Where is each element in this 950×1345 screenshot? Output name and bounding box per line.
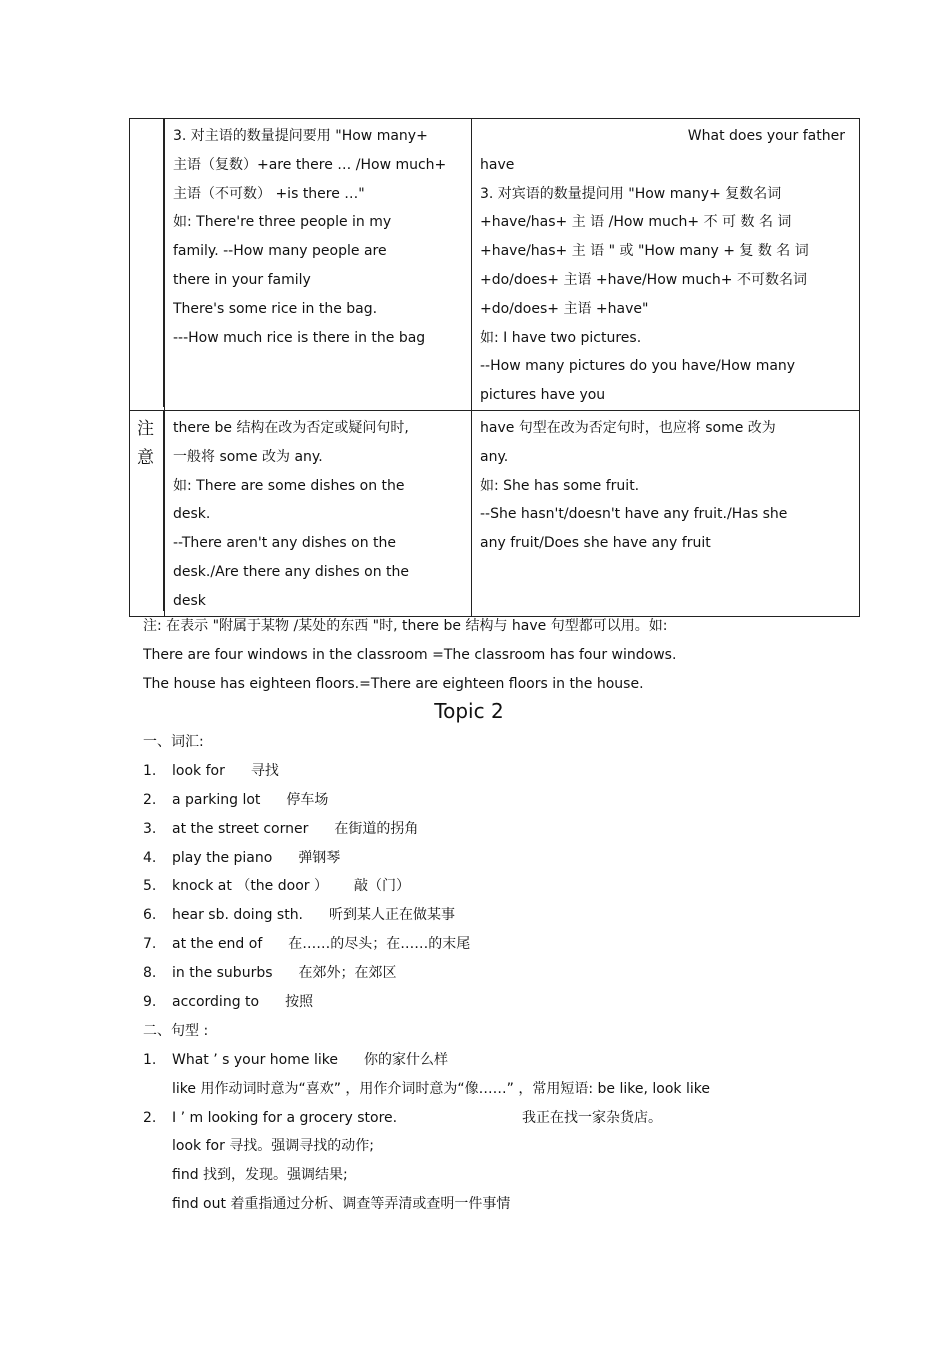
vocab-chinese: 听到某人正在做某事	[329, 907, 456, 924]
vocab-chinese: 停车场	[286, 791, 329, 808]
pattern-item	[143, 1104, 863, 1133]
there-be-note-cell	[165, 410, 472, 616]
pattern-english: What ’ s your home like	[172, 1051, 338, 1068]
vocab-english: knock at （the door ）	[172, 878, 328, 895]
have-note-cell	[472, 410, 860, 616]
item-number: 8.	[143, 965, 157, 982]
vocab-english: look for	[172, 762, 225, 779]
vocab-english: in the suburbs	[172, 965, 273, 982]
pattern-note: look for 寻找。强调寻找的动作;	[172, 1138, 374, 1155]
pattern-note: find 找到，发现。强调结果;	[172, 1167, 348, 1184]
table-row	[130, 119, 860, 411]
pattern-heading: 二、句型 :	[143, 1022, 209, 1039]
vocab-chinese: 在街道的拐角	[334, 820, 419, 837]
vocab-chinese: 敲（门）	[353, 878, 410, 895]
item-number: 5.	[143, 878, 157, 895]
label-inner-border	[130, 411, 164, 611]
row-label	[130, 119, 163, 123]
vocab-chinese: 寻找	[250, 762, 279, 779]
vocab-heading: 一、词汇:	[143, 734, 204, 750]
cell-line: There's some rice in the bag.	[173, 300, 378, 317]
cell-line: 一般将 some 改为 any.	[173, 448, 323, 465]
cell-line: desk./Are there any dishes on the	[173, 563, 409, 580]
vocab-english: a parking lot	[172, 791, 261, 808]
vocab-chinese: 按照	[285, 994, 314, 1011]
cell-line: ---How much rice is there in the bag	[173, 329, 426, 346]
cell-line: --How many pictures do you have/How many	[480, 358, 796, 375]
row-label-char: 意	[137, 447, 154, 468]
table-row	[130, 410, 860, 616]
vocab-item	[143, 786, 863, 815]
cell-line: any.	[480, 448, 509, 465]
row-label-cell	[130, 119, 165, 411]
vocab-item	[143, 959, 863, 988]
cell-line: family. --How many people are	[173, 243, 387, 260]
item-number: 1.	[143, 762, 157, 779]
item-number: 2.	[143, 1109, 157, 1126]
vocab-item	[143, 815, 863, 844]
vocab-list	[143, 757, 863, 1017]
vocab-english: at the end of	[172, 936, 263, 953]
cell-line: --She hasn't/doesn't have any fruit./Has she	[480, 506, 788, 523]
cell-line: desk	[173, 592, 206, 609]
vocab-item	[143, 872, 863, 901]
pattern-item	[143, 1046, 863, 1075]
vocab-english: hear sb. doing sth.	[172, 907, 304, 924]
vocab-item	[143, 901, 863, 930]
cell-line: there be 结构在改为否定或疑问句时,	[173, 419, 409, 436]
cell-line: 如: I have two pictures.	[480, 329, 642, 346]
vocab-chinese: 弹钢琴	[298, 849, 341, 866]
item-number: 3.	[143, 820, 157, 837]
cell-line: desk.	[173, 506, 211, 523]
item-number: 9.	[143, 994, 157, 1011]
cell-line: there in your family	[173, 271, 311, 288]
topic-title: Topic 2	[434, 699, 504, 723]
note-line: There are four windows in the classroom =The classroom has four windows.	[143, 647, 677, 663]
pattern-chinese: 我正在找一家杂货店。	[522, 1109, 662, 1126]
item-number: 2.	[143, 791, 157, 808]
cell-line: --There aren't any dishes on the	[173, 535, 397, 552]
item-number: 1.	[143, 1051, 157, 1068]
vocab-english: play the piano	[172, 849, 273, 866]
table-notes	[143, 612, 676, 699]
cell-line: +do/does+ 主语 +have/How much+ 不可数名词	[480, 271, 807, 288]
cell-line: pictures have you	[480, 387, 606, 404]
cell-line: have	[480, 156, 515, 173]
row-label-char: 注	[137, 418, 154, 439]
cell-line: +do/does+ 主语 +have"	[480, 300, 649, 317]
note-line: 注: 在表示 "附属于某物 /某处的东西 "时, there be 结构与 have 句型都可以用。如:	[143, 618, 668, 634]
cell-line: 3. 对宾语的数量提问用 "How many+ 复数名词	[480, 185, 782, 202]
pattern-note: like 用作动词时意为“喜欢” ，用作介词时意为“像……” ，常用短语: be like, look like	[172, 1080, 710, 1097]
row-label-cell	[130, 410, 165, 616]
vocab-chinese: 在……的尽头；在……的末尾	[288, 936, 471, 953]
label-inner-border	[130, 119, 164, 407]
item-number: 6.	[143, 907, 157, 924]
cell-line: What does your father	[687, 128, 845, 144]
cell-line: any fruit/Does she have any fruit	[480, 535, 711, 552]
cell-line: +have/has+ 主 语 " 或 "How many + 复 数 名 词	[480, 243, 809, 260]
cell-line: 如: There are some dishes on the	[173, 477, 405, 494]
cell-line: 如: There're three people in my	[173, 214, 392, 231]
vocab-item	[143, 930, 863, 959]
item-number: 4.	[143, 849, 157, 866]
cell-line: +have/has+ 主 语 /How much+ 不 可 数 名 词	[480, 214, 792, 231]
vocab-item	[143, 757, 863, 786]
cell-line: 主语（不可数） +is there …"	[173, 185, 365, 202]
cell-line: 3. 对主语的数量提问要用 "How many+	[173, 128, 428, 144]
cell-line: have 句型在改为否定句时，也应将 some 改为	[480, 419, 776, 436]
vocab-chinese: 在郊外；在郊区	[298, 965, 397, 982]
there-be-rule-cell	[165, 119, 472, 411]
pattern-note: find out 着重指通过分析、调查等弄清或查明一件事情	[172, 1196, 511, 1213]
vocab-english: according to	[172, 994, 260, 1011]
vocab-english: at the street corner	[172, 820, 309, 837]
grammar-table	[129, 118, 860, 617]
cell-line: 如: She has some fruit.	[480, 477, 640, 494]
have-rule-cell	[472, 119, 860, 411]
vocab-item	[143, 844, 863, 873]
cell-line: 主语（复数）+are there … /How much+	[173, 156, 447, 173]
pattern-chinese: 你的家什么样	[363, 1051, 448, 1068]
vocab-item	[143, 988, 863, 1017]
item-number: 7.	[143, 936, 157, 953]
pattern-english: I ’ m looking for a grocery store.	[172, 1109, 398, 1126]
topic-body	[143, 728, 863, 1219]
note-line: The house has eighteen floors.=There are eighteen floors in the house.	[143, 676, 644, 692]
